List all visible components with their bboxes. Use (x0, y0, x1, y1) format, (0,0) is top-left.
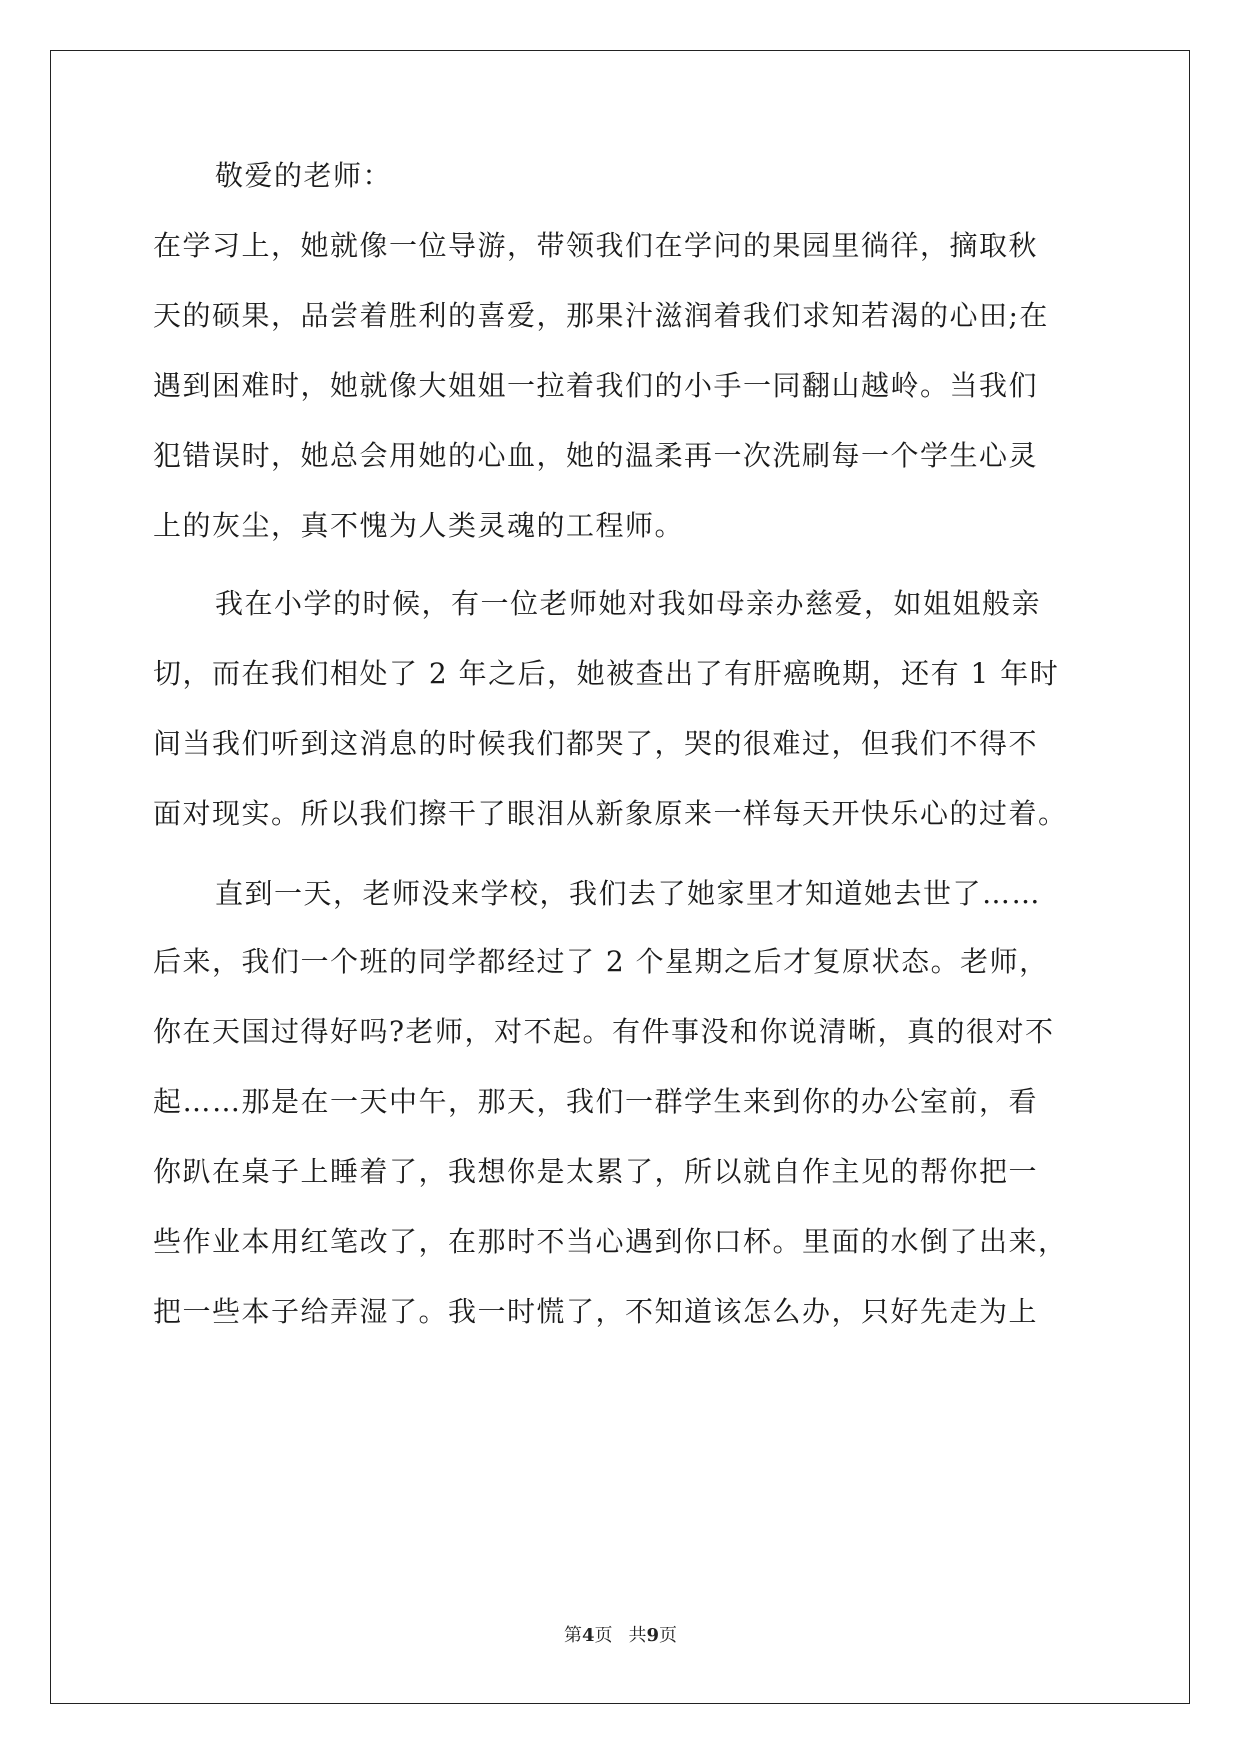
paragraph-line: 把一些本子给弄湿了。我一时慌了，不知道该怎么办，只好先走为上 (153, 1295, 1039, 1328)
current-page-number: 4 (581, 1625, 595, 1646)
paragraph-line: 间当我们听到这消息的时候我们都哭了，哭的很难过，但我们不得不 (153, 727, 1039, 760)
paragraph-line: 遇到困难时，她就像大姐姐一拉着我们的小手一同翻山越岭。当我们 (153, 369, 1039, 402)
paragraph-line: 我在小学的时候，有一位老师她对我如母亲办慈爱，如姐姐般亲 (215, 587, 1042, 620)
paragraph-line: 你在天国过得好吗?老师，对不起。有件事没和你说清晰，真的很对不 (153, 1015, 1055, 1048)
paragraph-line: 直到一天，老师没来学校，我们去了她家里才知道她去世了…… (215, 877, 1042, 910)
paragraph-line: 上的灰尘，真不愧为人类灵魂的工程师。 (153, 509, 685, 542)
paragraph-line: 犯错误时，她总会用她的心血，她的温柔再一次洗刷每一个学生心灵 (153, 439, 1039, 472)
total-prefix: 共 (628, 1625, 647, 1646)
page-footer (0, 1624, 1241, 1648)
total-page-number: 9 (646, 1625, 660, 1646)
paragraph-line: 些作业本用红笔改了，在那时不当心遇到你口杯。里面的水倒了出来， (153, 1225, 1068, 1258)
paragraph-line: 切，而在我们相处了 2 年之后，她被查出了有肝癌晚期，还有 1 年时 (153, 657, 1060, 690)
total-suffix: 页 (659, 1625, 678, 1646)
paragraph-line: 后来，我们一个班的同学都经过了 2 个星期之后才复原状态。老师， (153, 945, 1049, 978)
paragraph-line: 你趴在桌子上睡着了，我想你是太累了，所以就自作主见的帮你把一 (153, 1155, 1039, 1188)
paragraph-line: 天的硕果，品尝着胜利的喜爱，那果汁滋润着我们求知若渴的心田;在 (153, 299, 1049, 332)
paragraph-line: 在学习上，她就像一位导游，带领我们在学问的果园里徜徉，摘取秋 (153, 229, 1039, 262)
salutation-line: 敬爱的老师： (215, 159, 393, 192)
page-suffix: 页 (594, 1625, 613, 1646)
paragraph-line: 起……那是在一天中午，那天，我们一群学生来到你的办公室前，看 (153, 1085, 1039, 1118)
paragraph-line: 面对现实。所以我们擦干了眼泪从新象原来一样每天开快乐心的过着。 (153, 797, 1068, 830)
page-prefix: 第 (563, 1625, 582, 1646)
